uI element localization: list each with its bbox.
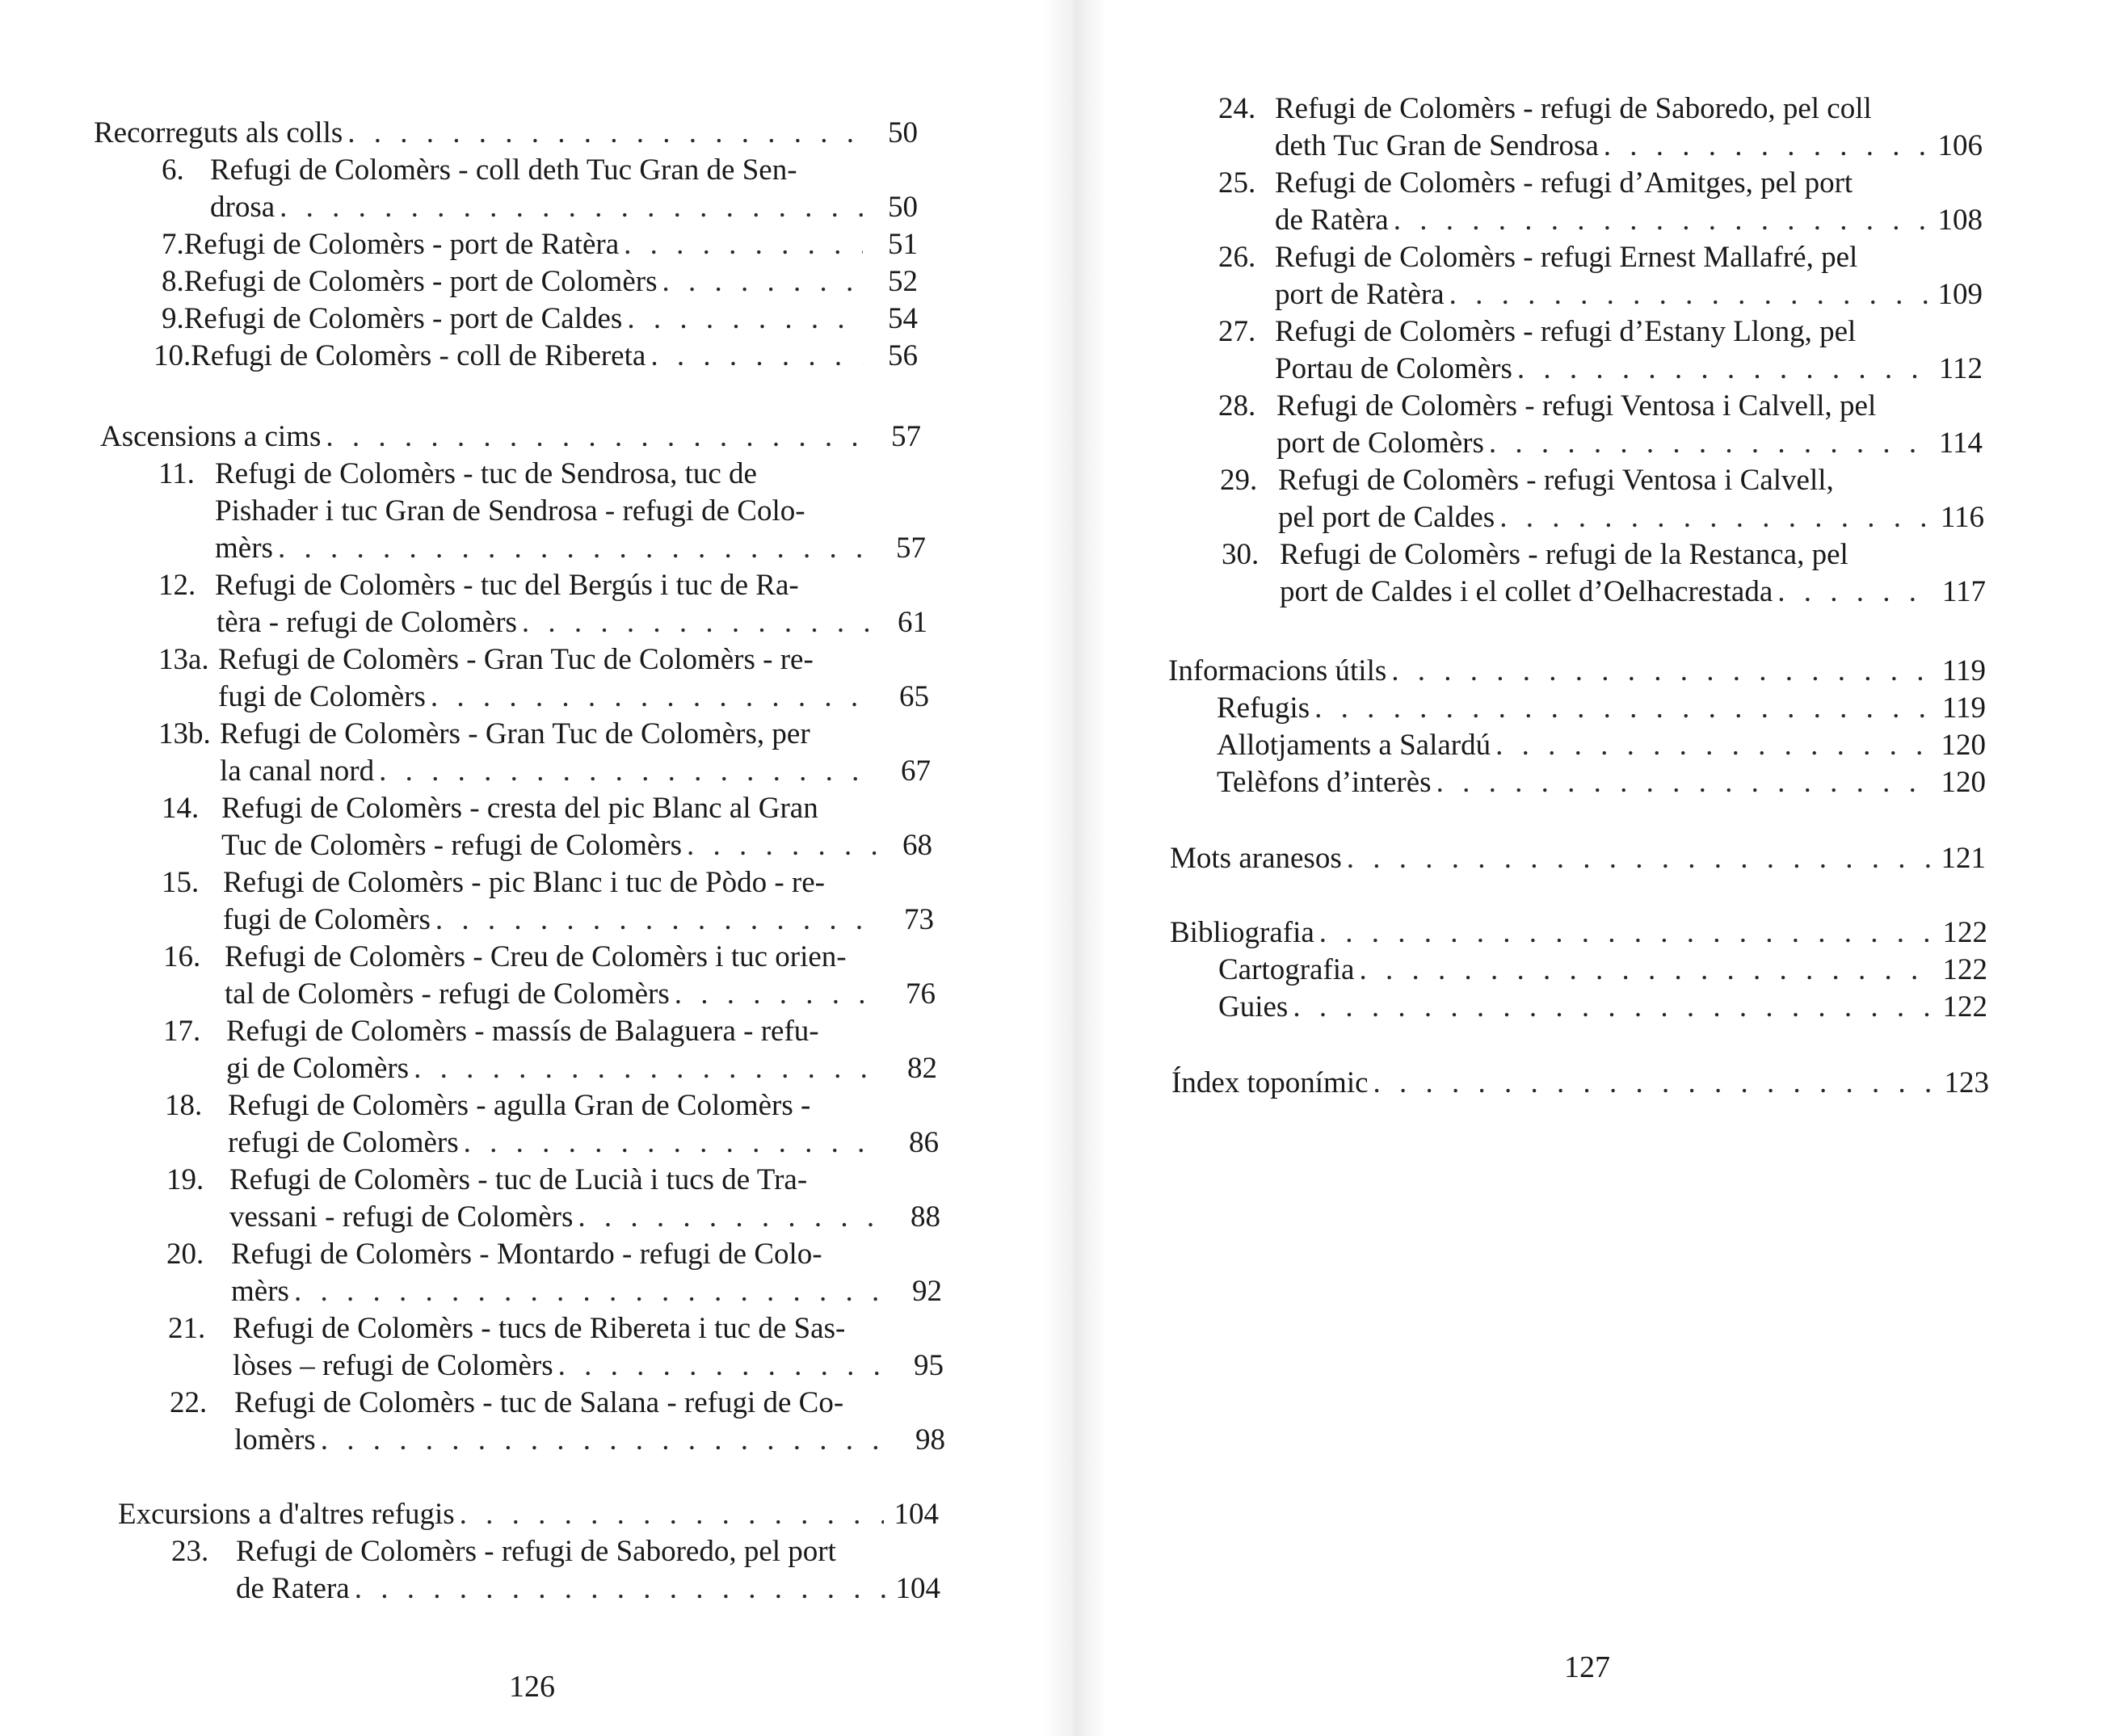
toc-page-number: 51 — [888, 228, 918, 261]
leader-dots — [1347, 840, 1931, 877]
toc-text: Informacions útils — [1168, 654, 1387, 687]
toc-number: 9. — [162, 302, 184, 335]
toc-text: Refugi de Colomèrs - tuc del Bergús i tuc de Ra- — [215, 569, 799, 602]
toc-page-number: 98 — [915, 1423, 945, 1456]
toc-text: Refugi de Colomèrs - Gran Tuc de Colomèrs - re- — [218, 643, 814, 676]
toc-entry — [166, 1162, 894, 1199]
leader-dots — [650, 338, 863, 375]
toc-page-number: 68 — [902, 829, 932, 862]
toc-page-number: 50 — [888, 191, 918, 224]
toc-entry-continuation — [217, 604, 927, 641]
toc-entry-continuation — [1276, 425, 1983, 462]
toc-text: refugi de Colomèrs — [228, 1126, 459, 1159]
toc-section-heading — [118, 1496, 939, 1533]
leader-dots — [1495, 727, 1931, 764]
toc-section-heading — [1168, 653, 1986, 690]
leader-dots — [578, 1199, 885, 1236]
toc-subentry — [1218, 989, 1987, 1026]
leader-dots — [627, 301, 863, 338]
toc-entry — [163, 939, 890, 976]
toc-page-number: 117 — [1941, 575, 1986, 608]
toc-page-number: 86 — [909, 1126, 939, 1159]
toc-text: Refugi de Colomèrs - refugi d’Amitges, pel port — [1275, 166, 1853, 200]
toc-entry-continuation — [1275, 351, 1983, 388]
toc-page-number: 73 — [904, 903, 934, 936]
toc-number: 23. — [171, 1535, 209, 1568]
leader-dots — [522, 604, 873, 641]
leader-dots — [1359, 952, 1932, 989]
toc-entry-continuation — [1278, 499, 1984, 536]
toc-section-heading — [1171, 1065, 1989, 1102]
leader-dots — [435, 902, 879, 939]
toc-text: Mots aranesos — [1170, 842, 1342, 875]
toc-section-heading — [1170, 840, 1986, 877]
toc-entry-continuation — [1275, 276, 1983, 313]
toc-text: Ascensions a cims — [100, 420, 322, 453]
leader-dots — [1449, 276, 1928, 313]
toc-entry — [1220, 462, 1947, 499]
toc-number: 15. — [162, 866, 200, 899]
leader-dots — [280, 189, 863, 226]
left-page — [0, 0, 1050, 1736]
toc-page-number: 119 — [1941, 654, 1986, 687]
leader-dots — [431, 679, 874, 716]
leader-dots — [1373, 1065, 1934, 1102]
toc-number: 16. — [163, 940, 201, 973]
toc-entry — [162, 263, 918, 301]
toc-text: mèrs — [231, 1275, 289, 1308]
toc-entry — [163, 1013, 890, 1050]
leader-dots — [662, 263, 863, 301]
leader-dots — [1777, 574, 1931, 611]
toc-text: lomèrs — [234, 1423, 316, 1456]
leader-dots — [624, 226, 863, 263]
toc-page-number: 112 — [1938, 352, 1983, 385]
leader-dots — [379, 753, 876, 790]
toc-entry — [166, 1236, 894, 1273]
toc-text: Telèfons d’interès — [1217, 766, 1432, 799]
toc-text: de Ratera — [236, 1572, 350, 1605]
toc-text: Refugi de Colomèrs - agulla Gran de Colomèrs - — [228, 1089, 811, 1122]
toc-page-number: 76 — [906, 977, 936, 1011]
toc-section-heading — [1170, 914, 1987, 952]
toc-entry-continuation — [225, 976, 936, 1013]
toc-text: fugi de Colomèrs — [223, 903, 431, 936]
toc-text: Refugi de Colomèrs - refugi de la Restanca, pel — [1280, 538, 1848, 571]
toc-subentry — [1217, 727, 1986, 764]
toc-text: port de Caldes i el collet d’Oelhacrestada — [1280, 575, 1773, 608]
toc-text: Refugi de Colomèrs - refugi Ernest Mallafré, pel — [1275, 241, 1858, 274]
toc-text: Excursions a d'altres refugis — [118, 1498, 455, 1531]
toc-number: 30. — [1222, 538, 1260, 571]
leader-dots — [1391, 653, 1931, 690]
toc-text: Cartografia — [1218, 953, 1355, 986]
leader-dots — [414, 1050, 882, 1087]
toc-text: Refugi de Colomèrs - massís de Balaguera - refu- — [226, 1015, 819, 1048]
toc-text: Refugi de Colomèrs - port de Caldes — [183, 302, 623, 335]
toc-text: Refugi de Colomèrs - cresta del pic Blanc al Gran — [221, 792, 818, 825]
toc-number: 18. — [165, 1089, 203, 1122]
leader-dots — [278, 530, 871, 567]
toc-text: Pishader i tuc Gran de Sendrosa - refugi de Colo- — [215, 494, 805, 528]
toc-entry — [158, 567, 885, 604]
toc-text: Bibliografia — [1170, 916, 1314, 949]
toc-number: 28. — [1218, 389, 1256, 422]
toc-entry — [1222, 536, 1949, 574]
page-number-right: 127 — [1564, 1650, 1610, 1684]
toc-text: Refugi de Colomèrs - Creu de Colomèrs i tuc orien- — [225, 940, 847, 973]
leader-dots — [1319, 914, 1932, 952]
toc-text: Guies — [1218, 990, 1289, 1024]
toc-text: Refugi de Colomèrs - tuc de Lucià i tucs de Tra- — [229, 1163, 808, 1196]
toc-number: 29. — [1220, 464, 1258, 497]
toc-entry-continuation — [1275, 128, 1983, 165]
toc-number: 20. — [166, 1238, 204, 1271]
toc-number: 27. — [1218, 315, 1256, 348]
toc-text: Refugi de Colomèrs - refugi de Saboredo, pel port — [236, 1535, 836, 1568]
toc-entry — [162, 152, 856, 189]
toc-page-number: 65 — [899, 680, 929, 713]
toc-entry-continuation — [228, 1124, 939, 1162]
toc-number: 21. — [168, 1312, 206, 1345]
toc-entry — [1218, 90, 1945, 128]
toc-number: 12. — [158, 569, 196, 602]
toc-text: de Ratèra — [1275, 204, 1389, 237]
toc-page-number: 120 — [1941, 766, 1986, 799]
toc-page-number: 114 — [1938, 427, 1983, 460]
toc-number: 25. — [1218, 166, 1256, 200]
leader-dots — [321, 1422, 890, 1459]
toc-number: 26. — [1218, 241, 1256, 274]
leader-dots — [675, 976, 881, 1013]
toc-text: Refugi de Colomèrs - tuc de Sendrosa, tuc de — [215, 457, 757, 490]
toc-text: port de Ratèra — [1275, 278, 1445, 311]
toc-number: 22. — [170, 1386, 208, 1419]
toc-text: Refugi de Colomèrs - refugi Ventosa i Calvell, — [1278, 464, 1834, 497]
right-page — [1107, 0, 2107, 1736]
toc-entry-continuation — [215, 493, 926, 530]
toc-number: 11. — [158, 457, 195, 490]
toc-entry — [1218, 388, 1945, 425]
toc-number: 17. — [163, 1015, 201, 1048]
toc-entry — [1218, 165, 1945, 202]
toc-page-number: 109 — [1937, 278, 1983, 311]
toc-page-number: 122 — [1942, 990, 1987, 1024]
toc-entry — [158, 716, 885, 753]
toc-page-number: 50 — [888, 116, 918, 149]
toc-entry — [154, 338, 918, 375]
toc-subentry — [1218, 952, 1987, 989]
toc-entry-continuation — [236, 1570, 940, 1608]
toc-page-number: 56 — [888, 339, 918, 372]
toc-text: Tuc de Colomèrs - refugi de Colomèrs — [221, 829, 682, 862]
toc-number: 24. — [1218, 92, 1256, 125]
book-gutter — [1042, 0, 1107, 1736]
toc-text: mèrs — [215, 532, 273, 565]
toc-text: Refugi de Colomèrs - Gran Tuc de Colomèrs, per — [220, 717, 810, 750]
toc-page-number: 88 — [911, 1200, 940, 1234]
leader-dots — [1489, 425, 1928, 462]
toc-text: vessani - refugi de Colomèrs — [229, 1200, 574, 1234]
leader-dots — [1499, 499, 1929, 536]
leader-dots — [355, 1570, 885, 1608]
toc-page-number: 82 — [907, 1052, 937, 1085]
leader-dots — [294, 1273, 887, 1310]
toc-text: Refugi de Colomèrs - port de Colomèrs — [183, 265, 658, 298]
toc-entry-continuation — [1280, 574, 1986, 611]
leader-dots — [326, 418, 866, 456]
toc-entry — [170, 1385, 897, 1422]
toc-page-number: 104 — [894, 1498, 939, 1531]
toc-text: Refugi de Colomèrs - refugi Ventosa i Calvell, pel — [1276, 389, 1877, 422]
toc-entry — [171, 1533, 915, 1570]
toc-entry-continuation — [229, 1199, 940, 1236]
leader-dots — [347, 115, 863, 152]
toc-entry — [158, 641, 885, 679]
toc-page-number: 106 — [1937, 129, 1983, 162]
toc-page-number: 123 — [1944, 1066, 1989, 1099]
toc-number: 7. — [162, 228, 184, 261]
toc-entry-continuation — [215, 530, 926, 567]
toc-text: drosa — [210, 191, 275, 224]
toc-text: Recorreguts als colls — [94, 116, 343, 149]
toc-number: 14. — [162, 792, 200, 825]
leader-dots — [1293, 989, 1932, 1026]
toc-page-number: 95 — [914, 1349, 944, 1382]
toc-subentry — [1217, 690, 1986, 727]
toc-entry — [162, 864, 889, 902]
toc-number: 6. — [162, 153, 184, 187]
leader-dots — [1604, 128, 1928, 165]
toc-entry — [162, 790, 889, 827]
leader-dots — [464, 1124, 884, 1162]
leader-dots — [558, 1347, 889, 1385]
toc-text: Refugi de Colomèrs - coll de Ribereta — [191, 339, 646, 372]
toc-text: Refugi de Colomèrs - tuc de Salana - refugi de Co- — [234, 1386, 844, 1419]
leader-dots — [1394, 202, 1928, 239]
leader-dots — [460, 1496, 884, 1533]
toc-page-number: 116 — [1940, 501, 1984, 534]
toc-entry — [168, 1310, 895, 1347]
toc-page-number: 119 — [1941, 691, 1986, 725]
toc-entry-continuation — [233, 1347, 944, 1385]
toc-text: Refugi de Colomèrs - tucs de Ribereta i tuc de Sas- — [233, 1312, 846, 1345]
toc-entry-continuation — [223, 902, 934, 939]
leader-dots — [687, 827, 877, 864]
toc-page-number: 54 — [888, 302, 918, 335]
toc-text: port de Colomèrs — [1276, 427, 1484, 460]
toc-text: lòses – refugi de Colomèrs — [233, 1349, 553, 1382]
toc-number: 13b. — [158, 717, 211, 750]
toc-entry-continuation — [1275, 202, 1983, 239]
toc-entry — [158, 456, 869, 493]
toc-entry — [165, 1087, 892, 1124]
toc-page-number: 57 — [896, 532, 926, 565]
toc-text: tèra - refugi de Colomèrs — [217, 606, 517, 639]
toc-text: tal de Colomèrs - refugi de Colomèrs — [225, 977, 670, 1011]
toc-page-number: 57 — [891, 420, 921, 453]
toc-entry — [1218, 239, 1945, 276]
toc-text: Refugi de Colomèrs - port de Ratèra — [183, 228, 620, 261]
toc-page-number: 121 — [1941, 842, 1986, 875]
toc-page-number: 120 — [1941, 729, 1986, 762]
toc-entry-continuation — [220, 753, 931, 790]
toc-page-number: 108 — [1937, 204, 1983, 237]
toc-text: Refugi de Colomèrs - coll deth Tuc Gran de Sen- — [210, 153, 797, 187]
toc-page-number: 52 — [888, 265, 918, 298]
leader-dots — [1314, 690, 1931, 727]
toc-text: Refugi de Colomèrs - Montardo - refugi de Colo- — [231, 1238, 822, 1271]
toc-page-number: 67 — [901, 755, 931, 788]
toc-entry-continuation — [226, 1050, 937, 1087]
toc-text: pel port de Caldes — [1278, 501, 1495, 534]
toc-text: Refugis — [1217, 691, 1310, 725]
toc-page-number: 61 — [898, 606, 927, 639]
toc-section-heading — [100, 418, 921, 456]
toc-number: 8. — [162, 265, 184, 298]
toc-subentry — [1217, 764, 1986, 801]
toc-text: fugi de Colomèrs — [218, 680, 426, 713]
toc-section-heading — [94, 115, 918, 152]
toc-text: Índex toponímic — [1171, 1066, 1369, 1099]
toc-text: Refugi de Colomèrs - refugi de Saboredo, pel coll — [1275, 92, 1872, 125]
toc-entry-continuation — [210, 189, 918, 226]
leader-dots — [1436, 764, 1931, 801]
toc-text: Refugi de Colomèrs - pic Blanc i tuc de Pòdo - re- — [223, 866, 825, 899]
toc-entry — [162, 226, 918, 263]
toc-entry-continuation — [234, 1422, 945, 1459]
toc-entry-continuation — [218, 679, 929, 716]
toc-text: la canal nord — [220, 755, 375, 788]
page-number-left: 126 — [509, 1670, 555, 1704]
toc-entry-continuation — [221, 827, 932, 864]
toc-entry-continuation — [231, 1273, 942, 1310]
toc-entry — [1218, 313, 1945, 351]
toc-entry — [162, 301, 918, 338]
toc-text: deth Tuc Gran de Sendrosa — [1275, 129, 1599, 162]
toc-text: Refugi de Colomèrs - refugi d’Estany Llong, pel — [1275, 315, 1857, 348]
toc-text: Portau de Colomèrs — [1275, 352, 1512, 385]
toc-number: 13a. — [158, 643, 209, 676]
toc-page-number: 104 — [895, 1572, 940, 1605]
toc-number: 10. — [154, 339, 191, 372]
leader-dots — [1517, 351, 1928, 388]
toc-page-number: 122 — [1942, 916, 1987, 949]
toc-text: gi de Colomèrs — [226, 1052, 410, 1085]
toc-number: 19. — [166, 1163, 204, 1196]
toc-page-number: 92 — [912, 1275, 942, 1308]
toc-page-number: 122 — [1942, 953, 1987, 986]
toc-text: Allotjaments a Salardú — [1217, 729, 1491, 762]
